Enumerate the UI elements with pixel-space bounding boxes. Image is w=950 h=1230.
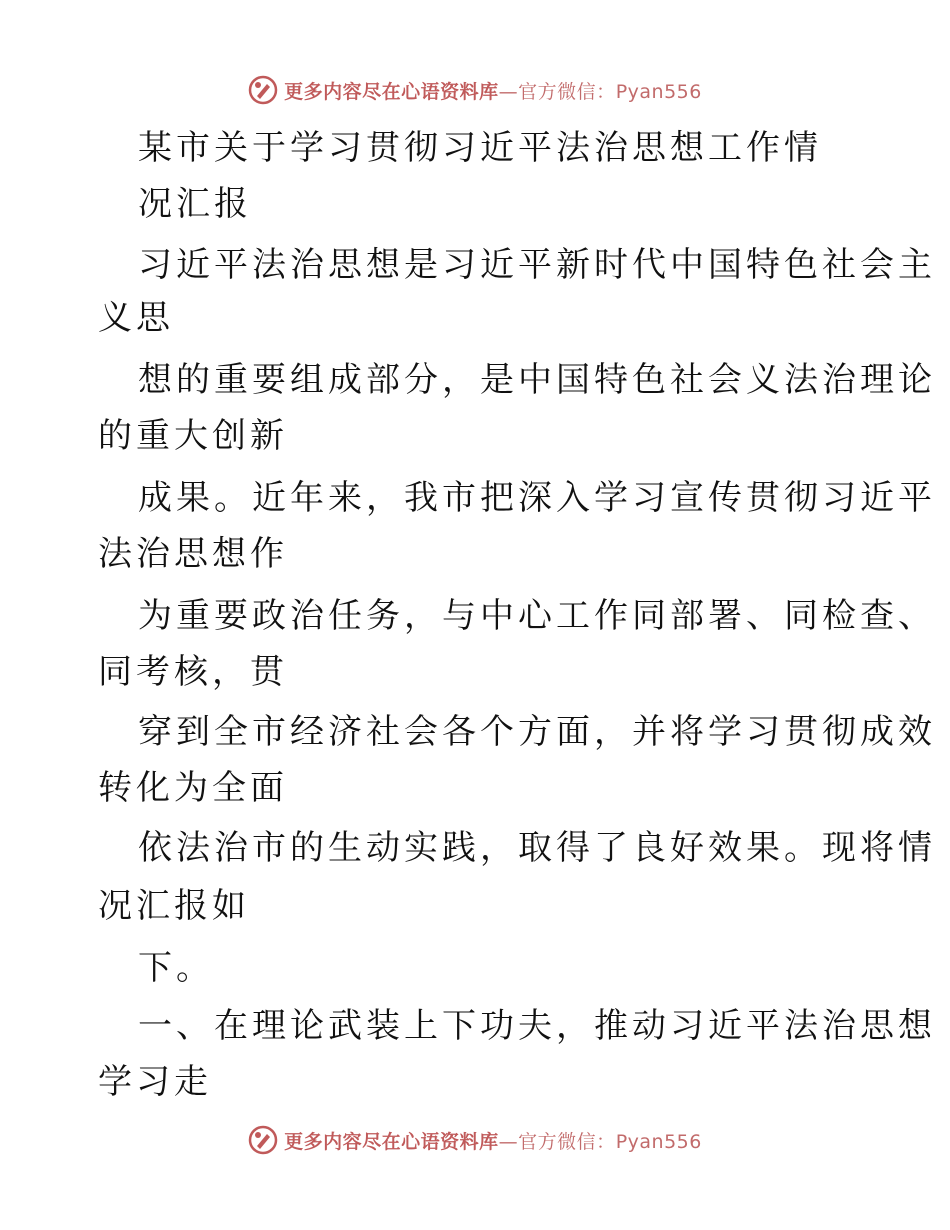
watermark-site-text: 更多内容尽在心语资料库 — [284, 80, 499, 103]
watermark-dash: — — [498, 1130, 519, 1153]
paragraph-line: 穿到全市经济社会各个方面，并将学习贯彻成效 — [138, 712, 936, 752]
footer-watermark-banner — [0, 1120, 950, 1160]
paragraph-line: 下。 — [138, 948, 214, 988]
watermark-text — [284, 77, 702, 104]
paragraph-line: 转化为全面 — [98, 768, 288, 808]
paragraph-line: 义思 — [98, 298, 174, 338]
document-title-line-1: 某市关于学习贯彻习近平法治思想工作情 — [138, 128, 822, 168]
paragraph-line: 为重要政治任务，与中心工作同部署、同检查、 — [138, 596, 936, 636]
paragraph-line: 想的重要组成部分，是中国特色社会义法治理论 — [138, 360, 936, 400]
watermark-dash: — — [498, 80, 519, 103]
paragraph-line: 依法治市的生动实践，取得了良好效果。现将情 — [138, 828, 936, 868]
document-title-line-2: 况汇报 — [138, 184, 252, 224]
watermark-text — [284, 1127, 702, 1154]
header-watermark-banner — [0, 70, 950, 110]
pen-seal-logo-icon — [248, 1125, 278, 1155]
watermark-site-text: 更多内容尽在心语资料库 — [284, 1130, 499, 1153]
paragraph-line: 习近平法治思想是习近平新时代中国特色社会主 — [138, 245, 936, 285]
paragraph-line: 况汇报如 — [98, 886, 250, 926]
section-heading-line: 一、在理论武装上下功夫，推动习近平法治思想 — [138, 1006, 936, 1046]
paragraph-line: 学习走 — [98, 1062, 212, 1102]
watermark-contact-text: 官方微信： — [518, 80, 616, 103]
watermark-wechat-id: Pyan556 — [615, 1130, 702, 1153]
paragraph-line: 法治思想作 — [98, 534, 288, 574]
watermark-contact-text: 官方微信： — [518, 1130, 616, 1153]
paragraph-line: 的重大创新 — [98, 416, 288, 456]
paragraph-line: 成果。近年来，我市把深入学习宣传贯彻习近平 — [138, 478, 936, 518]
paragraph-line: 同考核，贯 — [98, 652, 288, 692]
pen-seal-logo-icon — [248, 75, 278, 105]
watermark-wechat-id: Pyan556 — [615, 80, 702, 103]
